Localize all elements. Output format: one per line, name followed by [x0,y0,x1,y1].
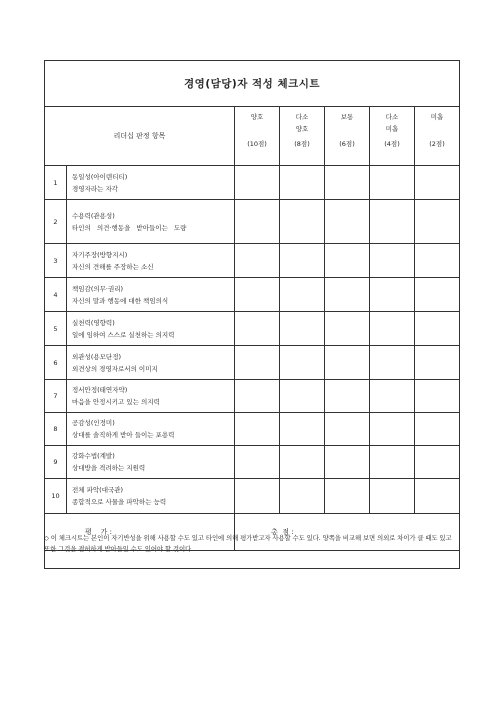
item-cell [67,166,235,200]
item-cell [67,413,235,446]
score-cell[interactable] [415,312,460,346]
item-desc: 타인의 의견·행동을 받아들이는 도량 [72,223,187,232]
item-name: 수용력(관용성) [72,211,115,220]
score-cell[interactable] [415,413,460,446]
score-cell[interactable] [325,200,370,244]
rating-header-fairly-poor [370,107,415,166]
item-desc: 종합적으로 사물을 파악하는 능력 [72,498,167,506]
item-name: 책임감(의무·권리) [72,284,124,293]
score-cell[interactable] [370,346,415,380]
score-cell[interactable] [235,200,280,244]
item-desc: 경영자라는 자각 [72,184,119,193]
score-cell[interactable] [235,413,280,446]
footnote: ◇ 이 체크시트는 본인이 자기반성을 위해 사용할 수도 있고 타인에 의해 평가받고자 사용할 수도 있다. 양쪽을 비교해 보면 의외로 차이가 클 때도 있고 또한 그것을 겸허하게 받아들일 수도 있어야 할 것이다. [44,534,452,553]
table-row [45,413,460,446]
score-cell[interactable] [280,380,325,413]
item-cell [67,346,235,380]
table-row [45,380,460,413]
score-cell[interactable] [325,166,370,200]
score-cell[interactable] [370,413,415,446]
table-row [45,278,460,312]
table-row [45,346,460,380]
item-cell [67,479,235,514]
score-cell[interactable] [235,312,280,346]
score-cell[interactable] [235,479,280,514]
score-cell[interactable] [370,380,415,413]
table-row [45,244,460,278]
item-desc: 상대를 솔직하게 받아 들이는 포용력 [72,431,175,439]
score-cell[interactable] [235,380,280,413]
rating-label: 미흡 [385,125,399,133]
rating-header-average [325,107,370,166]
rating-points: (4점) [384,140,400,148]
item-number: 1 [45,166,67,200]
score-cell[interactable] [415,346,460,380]
item-name: 자기주장(방향지시) [72,250,128,259]
item-number: 3 [45,244,67,278]
item-name: 실천력(영향력) [72,318,115,327]
table-row [45,200,460,244]
item-number: 4 [45,278,67,312]
score-cell[interactable] [325,380,370,413]
rating-label: 양호 [250,113,264,121]
item-name: 외관성(용모단정) [72,352,122,361]
score-cell[interactable] [235,278,280,312]
item-number: 8 [45,413,67,446]
score-cell[interactable] [370,479,415,514]
score-cell[interactable] [415,244,460,278]
item-number: 9 [45,446,67,479]
score-cell[interactable] [325,346,370,380]
item-cell [67,200,235,244]
sheet-title: 경영(담당)자 적성 체크시트 [45,61,460,107]
score-cell[interactable] [280,479,325,514]
score-cell[interactable] [370,278,415,312]
score-cell[interactable] [325,446,370,479]
score-cell[interactable] [280,413,325,446]
table-row [45,166,460,200]
table-row [45,479,460,514]
score-cell[interactable] [415,200,460,244]
rating-header-poor [415,107,460,166]
score-cell[interactable] [415,446,460,479]
rating-points: (6점) [339,140,355,148]
score-cell[interactable] [235,166,280,200]
item-number: 2 [45,200,67,244]
rating-label: 다소 [295,113,309,121]
checksheet-table [44,60,460,569]
rating-label: 보통 [340,113,354,121]
rating-points: (2점) [429,140,445,148]
rating-points: (10점) [247,140,267,148]
score-cell[interactable] [370,244,415,278]
score-cell[interactable] [370,312,415,346]
evaluation-label: 평 가 : [85,528,113,536]
item-number: 5 [45,312,67,346]
item-number: 10 [45,479,67,514]
item-desc: 일에 임하여 스스로 실천하는 의지력 [72,330,175,339]
item-cell [67,446,235,479]
score-cell[interactable] [415,380,460,413]
item-number: 7 [45,380,67,413]
score-cell[interactable] [370,200,415,244]
rating-label: 양호 [295,125,309,133]
item-desc: 자신의 견해를 주장하는 소신 [72,262,154,271]
score-cell[interactable] [280,278,325,312]
score-cell[interactable] [280,346,325,380]
checksheet [44,60,459,569]
item-name: 전체 파악(대국관) [72,486,124,494]
score-cell[interactable] [280,312,325,346]
score-cell[interactable] [415,166,460,200]
score-cell[interactable] [280,200,325,244]
score-cell[interactable] [325,278,370,312]
rating-header-fairly-good [280,107,325,166]
item-name: 정서안정(태연자약) [72,386,128,394]
score-cell[interactable] [325,413,370,446]
score-cell[interactable] [280,166,325,200]
table-row [45,312,460,346]
score-cell[interactable] [280,446,325,479]
item-desc: 자신의 말과 행동에 대한 책임의식 [72,296,169,305]
table-row [45,446,460,479]
score-cell[interactable] [235,346,280,380]
score-cell[interactable] [280,244,325,278]
rating-points: (8점) [294,140,310,148]
rating-label: 미흡 [430,113,444,121]
total-score-label: 총 점 : [271,528,294,536]
score-cell[interactable] [235,446,280,479]
item-name: 공감성(인정미) [72,419,115,427]
score-cell[interactable] [325,479,370,514]
rating-header-good [235,107,280,166]
item-cell [67,278,235,312]
item-desc: 외견상의 경영자로서의 이미지 [72,364,158,373]
item-desc: 상대방을 격려하는 지원력 [72,464,146,472]
score-cell[interactable] [370,446,415,479]
item-cell [67,380,235,413]
item-name: 동일성(아이덴티티) [72,172,128,181]
item-name: 강화수법(계발) [72,452,115,460]
item-number: 6 [45,346,67,380]
score-cell[interactable] [325,312,370,346]
score-cell[interactable] [370,166,415,200]
rating-label: 다소 [385,113,399,121]
item-cell [67,312,235,346]
score-cell[interactable] [415,479,460,514]
criteria-header: 리더십 판정 항목 [45,107,235,166]
score-cell[interactable] [325,244,370,278]
score-cell[interactable] [415,278,460,312]
item-desc: 마음을 안정시키고 있는 의지력 [72,398,160,406]
item-cell [67,244,235,278]
score-cell[interactable] [235,244,280,278]
